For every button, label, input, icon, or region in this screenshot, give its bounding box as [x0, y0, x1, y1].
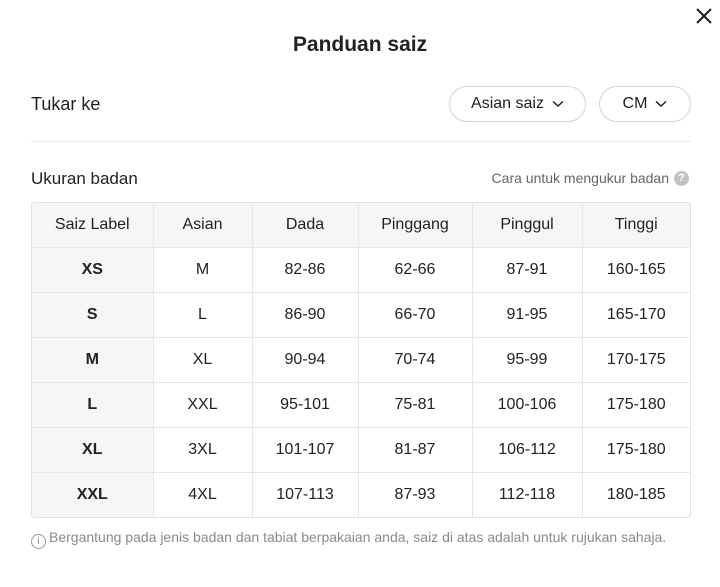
table-cell: XL — [153, 338, 252, 383]
info-icon: i — [31, 534, 46, 549]
table-cell: M — [153, 248, 252, 293]
table-cell: 170-175 — [582, 338, 690, 383]
table-cell: L — [153, 293, 252, 338]
table-row — [32, 338, 690, 383]
table-row — [32, 248, 690, 293]
table-cell: 87-91 — [472, 248, 582, 293]
table-cell: 160-165 — [582, 248, 690, 293]
header-tinggi: Tinggi — [582, 203, 690, 248]
table-cell: 75-81 — [358, 383, 472, 428]
unit-dropdown[interactable] — [599, 86, 691, 122]
table-cell: 95-99 — [472, 338, 582, 383]
header-dada: Dada — [252, 203, 358, 248]
header-pinggang: Pinggang — [358, 203, 472, 248]
table-cell: 175-180 — [582, 383, 690, 428]
table-cell: 101-107 — [252, 428, 358, 473]
table-row — [32, 473, 690, 518]
table-cell: 3XL — [153, 428, 252, 473]
header-size-label: Saiz Label — [32, 203, 153, 248]
unit-switch-row — [31, 86, 691, 126]
table-cell: 81-87 — [358, 428, 472, 473]
switch-label: Tukar ke — [31, 94, 101, 114]
section-title: Ukuran badan — [31, 169, 138, 188]
size-system-value: Asian saiz — [471, 95, 544, 112]
table-cell: 165-170 — [582, 293, 690, 338]
table-cell: 70-74 — [358, 338, 472, 383]
note-text: Bergantung pada jenis badan dan tabiat berpakaian anda, saiz di atas adalah untuk rujukan sahaja. — [49, 529, 667, 545]
table-cell: 112-118 — [472, 473, 582, 518]
table-cell: 86-90 — [252, 293, 358, 338]
size-table — [31, 202, 691, 518]
table-cell: 106-112 — [472, 428, 582, 473]
size-label-cell: XXL — [32, 473, 153, 518]
close-button[interactable] — [694, 6, 714, 26]
modal-title: Panduan saiz — [292, 33, 428, 56]
size-system-dropdown[interactable] — [449, 86, 586, 122]
size-note — [31, 527, 681, 549]
table-cell: 180-185 — [606, 486, 666, 503]
table-cell: 87-93 — [358, 473, 472, 518]
table-cell: 90-94 — [252, 338, 358, 383]
chevron-down-icon — [655, 100, 667, 108]
table-cell: 95-101 — [252, 383, 358, 428]
table-header-row — [32, 203, 690, 248]
table-cell: 107-113 — [252, 473, 358, 518]
table-cell: 82-86 — [252, 248, 358, 293]
close-icon — [694, 6, 714, 26]
table-cell: 4XL — [153, 473, 252, 518]
table-row — [32, 428, 690, 473]
header-asian: Asian — [153, 203, 252, 248]
size-label-cell: L — [32, 383, 153, 428]
header-pinggul: Pinggul — [472, 203, 582, 248]
table-cell: 62-66 — [358, 248, 472, 293]
table-row — [32, 383, 690, 428]
size-label-cell: XL — [32, 428, 153, 473]
chevron-down-icon — [552, 100, 564, 108]
size-label-cell: XS — [32, 248, 153, 293]
size-label-cell: S — [32, 293, 153, 338]
question-icon: ? — [674, 171, 689, 186]
table-cell: 175-180 — [582, 428, 690, 473]
table-cell: 91-95 — [472, 293, 582, 338]
how-to-measure-label: Cara untuk mengukur badan — [491, 170, 669, 186]
size-label-cell: M — [32, 338, 153, 383]
table-cell: 100-106 — [472, 383, 582, 428]
how-to-measure-link[interactable] — [492, 170, 689, 186]
unit-value: CM — [622, 95, 648, 112]
table-cell: XXL — [153, 383, 252, 428]
table-cell: 66-70 — [358, 293, 472, 338]
table-row — [32, 293, 690, 338]
divider — [31, 141, 691, 142]
